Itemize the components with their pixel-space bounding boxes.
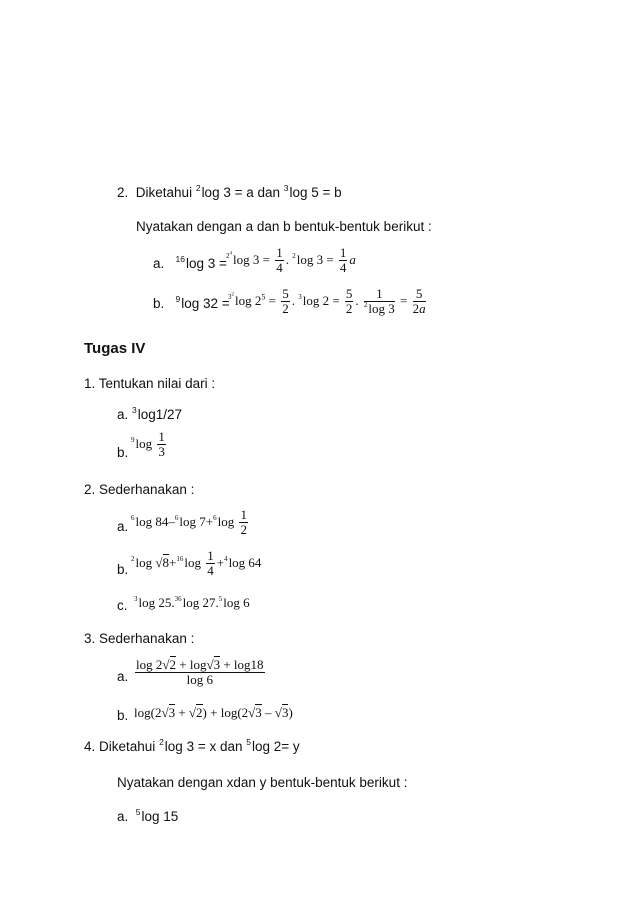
item-text: log 32 = <box>181 296 230 311</box>
log-base: 9 <box>175 294 181 304</box>
problem-2b-left <box>153 294 230 311</box>
problem-2-instruction: Nyatakan dengan a dan b bentuk-bentuk berikut : <box>136 219 432 234</box>
question-1b-label: b. <box>117 445 129 460</box>
fraction: $\frac{5}{2}$ <box>345 286 353 317</box>
fraction: $\frac{1}{^2\log 3}$ <box>363 286 395 317</box>
item-text: log1/27 <box>137 407 183 422</box>
question-4a <box>117 807 179 824</box>
question-3b-expression: log(2√3 + √2) + log(2√3 – √3) <box>134 705 293 720</box>
question-1a <box>117 405 183 422</box>
question-2b-expression: $^2$log √8+$^{16}$log $\frac{1}{4}$ +$^4$log 64 <box>131 548 262 579</box>
statement-text: log 2= y <box>251 739 300 754</box>
log-base: 5 <box>246 737 251 747</box>
log-base: 2 <box>159 737 164 747</box>
question-1b-expression: $^9$log $\frac{1}{3}$ <box>131 429 165 460</box>
log-base: 5 <box>135 807 141 817</box>
question-2c-label: c. <box>117 598 128 613</box>
log-base: 3 <box>283 183 289 193</box>
fraction: $\frac{1}{4}$ <box>276 245 283 276</box>
log-base: 16 <box>175 254 185 264</box>
fraction: $\frac{\log 2√2 + \log√3 + \log 18}{\log 6}$ <box>136 657 264 688</box>
fraction: $\frac{1}{3}$ <box>158 429 165 460</box>
problem-number: 2. <box>117 185 129 200</box>
problem-2b-equation: $^{3^2}$log $2^5$ = $\frac{5}{2}$ . $^3$log 2 = $\frac{5}{2}$ . $\frac{1}{^2\log 3}$ = $\frac{5}{2a}$ <box>228 286 426 317</box>
question-2b-label: b. <box>117 562 129 577</box>
question-3: 3. Sederhanakan : <box>84 631 195 646</box>
statement-text: log 5 = b <box>289 185 342 200</box>
item-label: a. <box>153 256 165 271</box>
log-base: 2 <box>195 183 201 193</box>
log-base: 3 <box>132 405 137 415</box>
problem-2a-equation: $^{2^4}$log 3 = $\frac{1}{4}$ . $^2$log 3 = $\frac{1}{4}$ a <box>226 245 356 276</box>
fraction: $\frac{1}{4}$ <box>207 548 214 579</box>
fraction: $\frac{5}{2}$ <box>282 286 289 317</box>
problem-2-statement <box>117 183 342 200</box>
question-3b-label: b. <box>117 708 129 723</box>
statement-text: log 3 = x dan <box>164 739 243 754</box>
question-2a-label: a. <box>117 519 129 534</box>
statement-text: Diketahui <box>135 185 193 200</box>
question-2c-expression: $^3$log 25.36log 27.$^5$log 6 <box>134 595 250 610</box>
question-3a-expression <box>133 658 267 688</box>
statement-text: log 3 = a dan <box>201 185 281 200</box>
fraction: $\frac{1}{4}$ <box>339 245 347 276</box>
fraction: $\frac{5}{2a}$ <box>412 286 426 317</box>
item-label: b. <box>153 296 165 311</box>
question-1: 1. Tentukan nilai dari : <box>84 376 216 391</box>
problem-2a-left <box>153 254 227 271</box>
item-label: a. <box>117 407 129 422</box>
item-text: log 15 <box>141 809 179 824</box>
question-4-instruction: Nyatakan dengan xdan y bentuk-bentuk berikut : <box>117 775 408 790</box>
question-2a-expression: $^6$log 84–$^6$log 7+$^6$log $\frac{1}{2}$ <box>131 507 247 538</box>
statement-text: 4. Diketahui <box>84 739 156 754</box>
question-4 <box>84 737 300 754</box>
section-title: Tugas IV <box>84 340 146 357</box>
fraction: $\frac{1}{2}$ <box>240 507 247 538</box>
question-3a-label: a. <box>117 669 129 684</box>
question-2: 2. Sederhanakan : <box>84 482 195 497</box>
item-label: a. <box>117 809 129 824</box>
item-text: log 3 = <box>186 256 227 271</box>
